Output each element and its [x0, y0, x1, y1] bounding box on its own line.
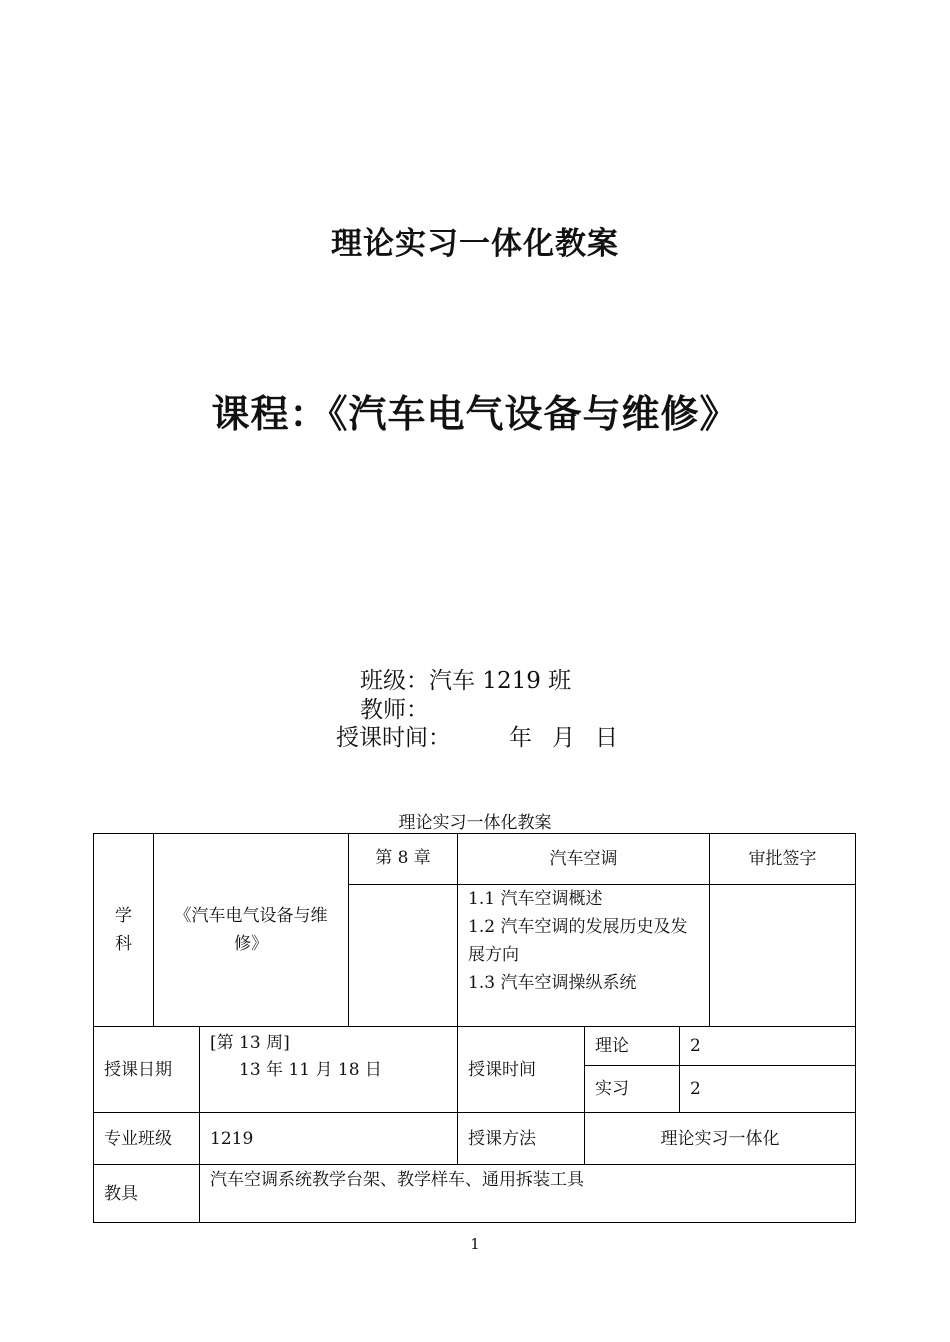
subject-value: 《汽车电气设备与维 修》 [174, 906, 328, 954]
teaching-aids-label: 教具 [104, 1183, 138, 1204]
chapter-number: 第 8 章 [375, 848, 431, 868]
class-label: 专业班级 [104, 1128, 172, 1149]
teaching-date-label: 授课日期 [104, 1059, 172, 1080]
subject-label: 学 科 [115, 906, 132, 954]
teaching-method-label: 授课方法 [468, 1128, 536, 1149]
teaching-time-label: 授课时间： [336, 725, 451, 751]
document-title: 理论实习一体化教案 [331, 226, 619, 262]
teaching-hours-label: 授课时间 [468, 1059, 536, 1080]
table-caption: 理论实习一体化教案 [398, 813, 552, 833]
week-number: [第 13 周] [210, 1033, 290, 1053]
chapter-title: 汽车空调 [549, 849, 618, 869]
month-label: 月 [552, 725, 575, 751]
class-value: 汽车 1219 班 [429, 668, 572, 694]
course-title: 课程：《汽车电气设备与维修》 [211, 391, 739, 436]
practice-label: 实习 [595, 1079, 629, 1099]
practice-hours: 2 [690, 1079, 701, 1099]
year-label: 年 [509, 725, 532, 751]
page-number: 1 [470, 1235, 480, 1253]
teaching-time-line [336, 719, 638, 752]
day-label: 日 [595, 725, 618, 751]
theory-label: 理论 [595, 1036, 629, 1056]
topic-list [458, 885, 709, 997]
theory-hours: 2 [690, 1036, 701, 1056]
teaching-method-value: 理论实习一体化 [660, 1128, 780, 1149]
class-label: 班级： [360, 668, 429, 694]
topic-item: 1.3 汽车空调操纵系统 [468, 973, 637, 993]
teacher-label: 教师： [360, 697, 429, 723]
approval-label: 审批签字 [748, 849, 817, 869]
chapter-blank-cell [349, 885, 457, 1026]
topic-item: 1.1 汽车空调概述 [468, 889, 603, 909]
class-value: 1219 [210, 1128, 254, 1149]
approval-signature-cell [710, 885, 855, 1026]
teaching-aids-value: 汽车空调系统教学台架、教学样车、通用拆装工具 [210, 1170, 584, 1190]
teaching-date-value: 13 年 11 月 18 日 [239, 1060, 382, 1080]
topic-item: 1.2 汽车空调的发展历史及发展方向 [468, 917, 688, 965]
